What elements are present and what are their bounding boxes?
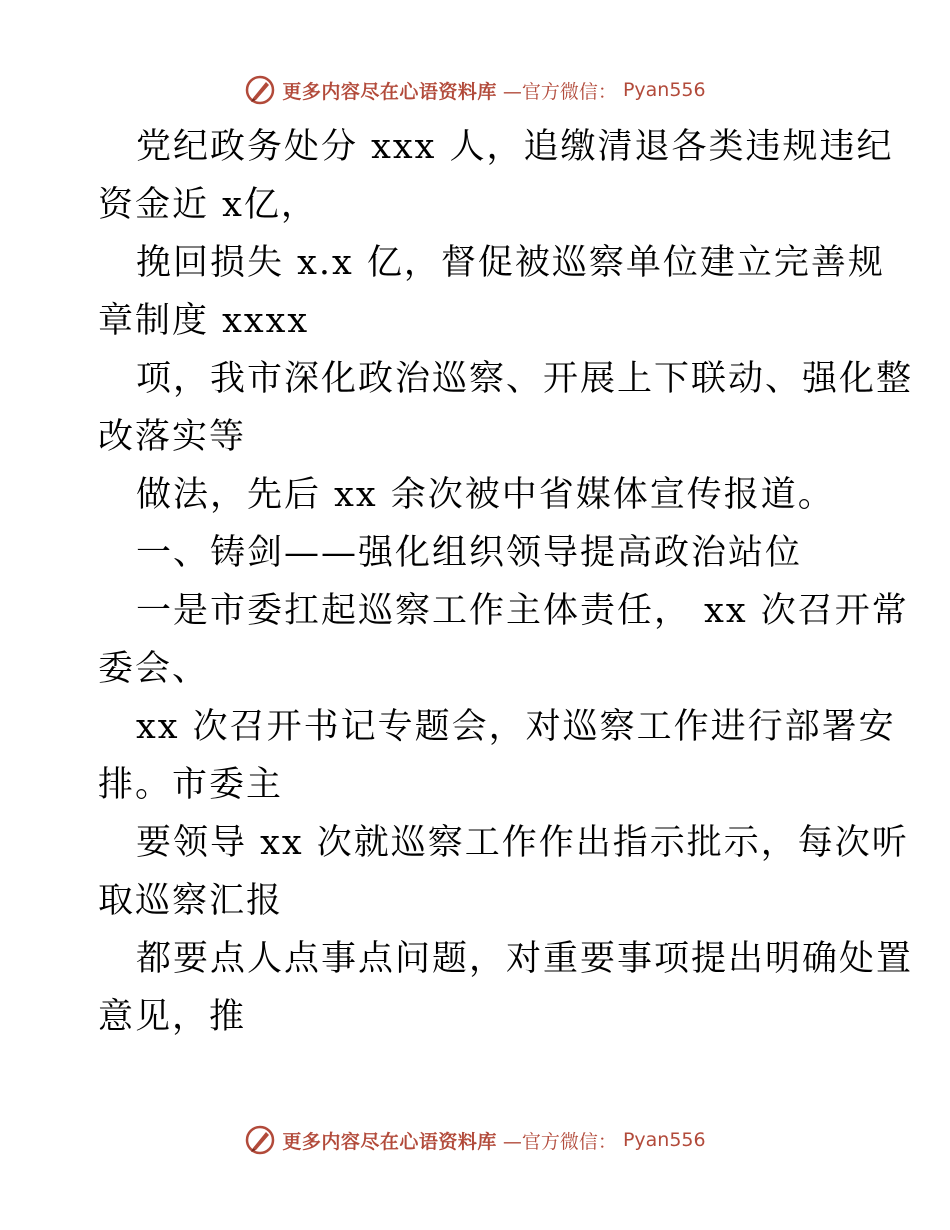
banner-separator: —官方微信： bbox=[502, 1130, 617, 1153]
banner-text: 更多内容尽在心语资料库 bbox=[282, 1130, 497, 1153]
quill-pen-logo-icon bbox=[244, 74, 276, 106]
body-text-line: 一、铸剑——强化组织领导提高政治站位 bbox=[136, 533, 803, 573]
footer-watermark-banner bbox=[0, 1122, 950, 1158]
body-text-line: 排。市委主 bbox=[98, 765, 284, 805]
body-text-line: 意见，推 bbox=[98, 997, 247, 1037]
banner-separator: —官方微信： bbox=[502, 80, 617, 103]
body-text-line: 委会、 bbox=[98, 649, 210, 689]
body-text-line: 挽回损失 x.x 亿，督促被巡察单位建立完善规 bbox=[136, 243, 885, 283]
body-text-line: 资金近 x亿， bbox=[98, 185, 318, 225]
banner-wechat-id: Pyan556 bbox=[622, 79, 706, 101]
body-text-line: 做法，先后 xx 余次被中省媒体宣传报道。 bbox=[136, 475, 835, 515]
header-watermark-banner bbox=[0, 72, 950, 108]
body-text-line: 一是市委扛起巡察工作主体责任， xx 次召开常 bbox=[136, 591, 909, 631]
body-text-line: xx 次召开书记专题会，对巡察工作进行部署安 bbox=[136, 707, 896, 747]
banner-wechat-id: Pyan556 bbox=[622, 1129, 706, 1151]
body-text-line: 章制度 xxxx bbox=[98, 301, 310, 341]
quill-pen-logo-icon bbox=[244, 1124, 276, 1156]
body-text-line: 党纪政务处分 xxx 人，追缴清退各类违规违纪 bbox=[136, 127, 894, 167]
banner-text: 更多内容尽在心语资料库 bbox=[282, 80, 497, 103]
body-text-line: 都要点人点事点问题，对重要事项提出明确处置 bbox=[136, 939, 914, 979]
body-text-line: 项，我市深化政治巡察、开展上下联动、强化整 bbox=[136, 359, 914, 399]
body-text-line: 要领导 xx 次就巡察工作作出指示批示，每次听 bbox=[136, 823, 909, 863]
document-body bbox=[98, 118, 914, 1046]
body-text-line: 取巡察汇报 bbox=[98, 881, 284, 921]
body-text-line: 改落实等 bbox=[98, 417, 247, 457]
